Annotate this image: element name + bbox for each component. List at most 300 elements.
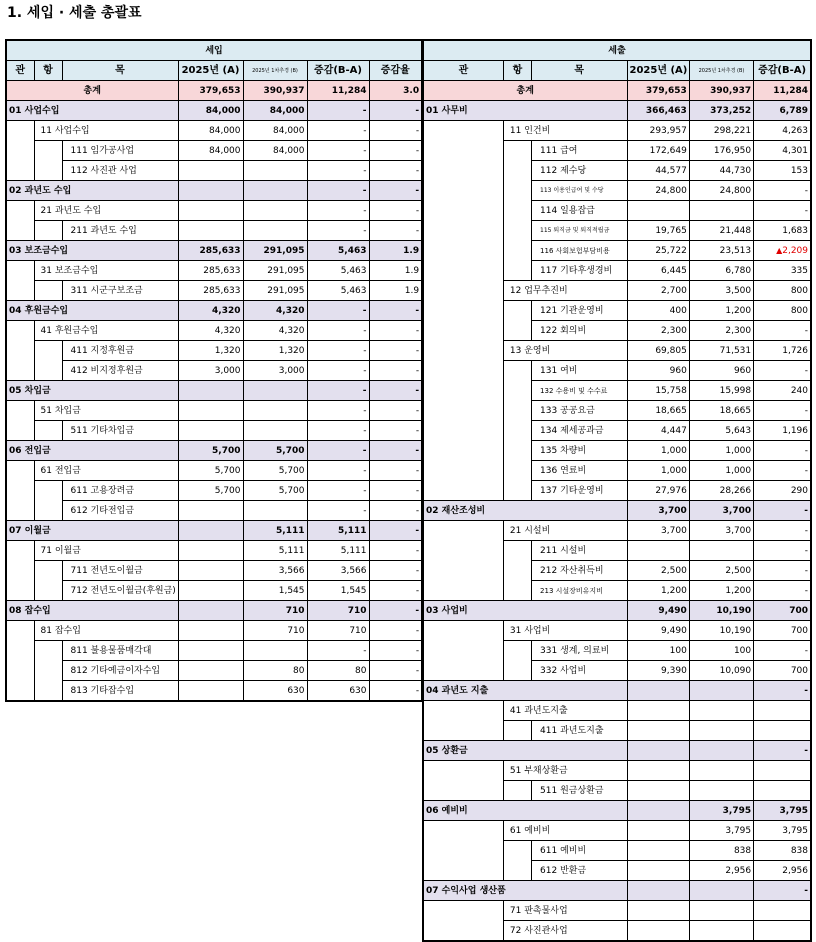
gwan-spacer: [423, 341, 503, 361]
hang-spacer: [503, 161, 531, 181]
value-b: 71,531: [689, 341, 753, 361]
gwan-spacer: [6, 361, 34, 381]
value-diff: -: [307, 141, 369, 161]
gwan-spacer: [6, 561, 34, 581]
value-rate: -: [369, 561, 422, 581]
hang-spacer: [34, 561, 62, 581]
value-a: 25,722: [627, 241, 689, 261]
table-row: [6, 161, 422, 181]
mok-label: 116 사회보험부담비용: [532, 241, 627, 261]
value-diff: 290: [754, 481, 811, 501]
hang-spacer: [34, 341, 62, 361]
value-rate: -: [369, 101, 422, 121]
value-b: 960: [689, 361, 753, 381]
value-a: [178, 661, 243, 681]
gwan-spacer: [423, 401, 503, 421]
gwan-spacer: [423, 841, 503, 861]
gwan-spacer: [423, 361, 503, 381]
value-a: 285,633: [178, 281, 243, 301]
value-b: 291,095: [243, 241, 307, 261]
mok-label: 135 차량비: [532, 441, 627, 461]
value-a: 5,700: [178, 481, 243, 501]
gwan-label: 04 과년도 지출: [423, 681, 627, 701]
value-a: [178, 381, 243, 401]
table-row: [423, 221, 811, 241]
value-a: 2,700: [627, 281, 689, 301]
gwan-spacer: [6, 481, 34, 501]
value-a: 3,700: [627, 501, 689, 521]
value-diff: -: [307, 321, 369, 341]
mok-label: 114 일용잡급: [532, 201, 627, 221]
mok-label: 612 기타전입금: [62, 501, 178, 521]
gwan-spacer: [6, 341, 34, 361]
gwan-spacer: [6, 161, 34, 181]
value-diff: 4,301: [754, 141, 811, 161]
value-rate: -: [369, 621, 422, 641]
gwan-spacer: [6, 321, 34, 341]
value-a: [178, 521, 243, 541]
gwan-spacer: [6, 581, 34, 601]
value-diff: -: [754, 441, 811, 461]
header-mok: 목: [62, 61, 178, 81]
value-b: 3,566: [243, 561, 307, 581]
table-row: [423, 701, 811, 721]
mok-label: 111 임가공사업: [62, 141, 178, 161]
value-a: [627, 901, 689, 921]
value-b: 6,780: [689, 261, 753, 281]
hang-spacer: [503, 561, 531, 581]
hang-label: 71 판촉물사업: [503, 901, 627, 921]
gwan-spacer: [423, 721, 503, 741]
gwan-spacer: [423, 321, 503, 341]
value-a: 1,000: [627, 461, 689, 481]
revenue-total-row: [6, 81, 422, 101]
gwan-label: 07 수익사업 생산품: [423, 881, 627, 901]
value-b: [243, 221, 307, 241]
value-diff: -: [754, 541, 811, 561]
value-diff: -: [754, 361, 811, 381]
value-diff: 5,463: [307, 281, 369, 301]
gwan-spacer: [6, 681, 34, 702]
table-row: [6, 661, 422, 681]
hang-spacer: [503, 301, 531, 321]
gwan-spacer: [423, 481, 503, 501]
total-label: 총계: [423, 81, 627, 101]
expenditure-section-title: 세출: [423, 40, 811, 61]
value-diff: -: [307, 501, 369, 521]
mok-label: 211 과년도 수입: [62, 221, 178, 241]
mok-label: 122 회의비: [532, 321, 627, 341]
value-rate: -: [369, 201, 422, 221]
table-row: [423, 361, 811, 381]
value-b: [689, 781, 753, 801]
value-b: [243, 201, 307, 221]
value-b: 21,448: [689, 221, 753, 241]
table-row: [6, 261, 422, 281]
value-rate: -: [369, 661, 422, 681]
value-rate: -: [369, 481, 422, 501]
mok-label: 134 제세공과금: [532, 421, 627, 441]
value-b: 1,000: [689, 461, 753, 481]
gwan-spacer: [423, 241, 503, 261]
table-row: [6, 421, 422, 441]
total-diff: 11,284: [754, 81, 811, 101]
value-b: 84,000: [243, 101, 307, 121]
value-b: 15,998: [689, 381, 753, 401]
value-diff: 4,263: [754, 121, 811, 141]
value-b: 291,095: [243, 281, 307, 301]
table-row: [423, 461, 811, 481]
value-b: [689, 701, 753, 721]
value-diff: 153: [754, 161, 811, 181]
value-b: 3,700: [689, 521, 753, 541]
hang-label: 41 과년도지출: [503, 701, 627, 721]
value-diff: -: [754, 681, 811, 701]
gwan-spacer: [6, 281, 34, 301]
value-b: [689, 201, 753, 221]
value-rate: -: [369, 161, 422, 181]
value-a: [178, 181, 243, 201]
table-row: [423, 141, 811, 161]
gwan-spacer: [6, 461, 34, 481]
value-b: 3,795: [689, 821, 753, 841]
table-row: [6, 481, 422, 501]
value-diff: -: [307, 221, 369, 241]
revenue-section-title: 세입: [6, 40, 422, 61]
value-a: [627, 821, 689, 841]
hang-spacer: [503, 361, 531, 381]
value-b: 710: [243, 621, 307, 641]
gwan-spacer: [423, 861, 503, 881]
value-diff: -: [754, 561, 811, 581]
value-diff: 6,789: [754, 101, 811, 121]
mok-label: 411 과년도지출: [532, 721, 627, 741]
value-diff: -: [307, 301, 369, 321]
value-rate: -: [369, 421, 422, 441]
hang-spacer: [503, 421, 531, 441]
gwan-spacer: [6, 421, 34, 441]
value-a: 84,000: [178, 121, 243, 141]
value-b: 1,200: [689, 301, 753, 321]
value-b: 3,500: [689, 281, 753, 301]
gwan-spacer: [423, 441, 503, 461]
table-row: [6, 181, 422, 201]
hang-spacer: [34, 661, 62, 681]
value-a: [178, 221, 243, 241]
hang-spacer: [503, 221, 531, 241]
value-rate: -: [369, 181, 422, 201]
table-row: [423, 501, 811, 521]
value-a: [627, 801, 689, 821]
mok-label: 611 예비비: [532, 841, 627, 861]
value-b: 2,956: [689, 861, 753, 881]
mok-label: 612 반환금: [532, 861, 627, 881]
mok-label: 212 자산취득비: [532, 561, 627, 581]
value-a: [627, 841, 689, 861]
value-b: 2,500: [689, 561, 753, 581]
gwan-spacer: [6, 261, 34, 281]
value-diff: -: [307, 201, 369, 221]
gwan-label: 01 사무비: [423, 101, 627, 121]
value-a: 100: [627, 641, 689, 661]
value-b: 5,700: [243, 461, 307, 481]
value-diff: -: [754, 181, 811, 201]
total-b: 390,937: [689, 81, 753, 101]
revenue-header-row: [6, 61, 422, 81]
mok-label: 411 지정후원금: [62, 341, 178, 361]
table-row: [423, 241, 811, 261]
value-diff: -: [307, 181, 369, 201]
gwan-spacer: [423, 921, 503, 942]
hang-spacer: [34, 141, 62, 161]
value-a: [178, 421, 243, 441]
gwan-spacer: [423, 521, 503, 541]
hang-spacer: [503, 641, 531, 661]
total-diff: 11,284: [307, 81, 369, 101]
value-rate: -: [369, 301, 422, 321]
table-row: [6, 201, 422, 221]
hang-spacer: [503, 461, 531, 481]
gwan-spacer: [6, 541, 34, 561]
value-diff: -: [754, 201, 811, 221]
value-diff: [754, 901, 811, 921]
header-mok: 목: [532, 61, 627, 81]
value-diff: 80: [307, 661, 369, 681]
hang-label: 21 시설비: [503, 521, 627, 541]
value-diff: [754, 721, 811, 741]
value-diff: -: [307, 421, 369, 441]
mok-label: 412 비지정후원금: [62, 361, 178, 381]
value-diff: 5,111: [307, 541, 369, 561]
hang-spacer: [34, 681, 62, 702]
table-row: [423, 421, 811, 441]
gwan-label: 02 재산조성비: [423, 501, 627, 521]
hang-label: 41 후원금수입: [34, 321, 178, 341]
hang-spacer: [34, 501, 62, 521]
value-rate: 1.9: [369, 281, 422, 301]
value-a: [627, 781, 689, 801]
value-diff: -: [754, 581, 811, 601]
value-diff: -: [307, 341, 369, 361]
value-diff: -: [754, 741, 811, 761]
table-row: [6, 581, 422, 601]
value-diff: -: [307, 401, 369, 421]
gwan-spacer: [423, 381, 503, 401]
value-diff: 800: [754, 301, 811, 321]
hang-spacer: [503, 841, 531, 861]
value-rate: -: [369, 581, 422, 601]
gwan-label: 02 과년도 수입: [6, 181, 178, 201]
gwan-spacer: [423, 901, 503, 921]
table-row: [423, 661, 811, 681]
value-b: [689, 721, 753, 741]
table-row: [423, 161, 811, 181]
mok-label: 311 시군구보조금: [62, 281, 178, 301]
hang-spacer: [34, 221, 62, 241]
value-diff: 1,196: [754, 421, 811, 441]
value-b: [689, 881, 753, 901]
total-rate: 3.0: [369, 81, 422, 101]
value-b: 1,200: [689, 581, 753, 601]
value-rate: -: [369, 501, 422, 521]
total-a: 379,653: [627, 81, 689, 101]
table-row: [423, 801, 811, 821]
value-a: [627, 741, 689, 761]
value-a: 84,000: [178, 141, 243, 161]
value-a: 3,700: [627, 521, 689, 541]
mok-label: 111 급여: [532, 141, 627, 161]
value-b: 1,320: [243, 341, 307, 361]
value-diff: 838: [754, 841, 811, 861]
gwan-spacer: [423, 621, 503, 641]
gwan-spacer: [423, 661, 503, 681]
table-row: [423, 761, 811, 781]
value-diff: -: [307, 381, 369, 401]
value-diff: 1,545: [307, 581, 369, 601]
value-b: 10,190: [689, 621, 753, 641]
value-rate: -: [369, 341, 422, 361]
table-row: [6, 321, 422, 341]
value-rate: -: [369, 121, 422, 141]
mok-label: 117 기타후생경비: [532, 261, 627, 281]
value-b: 100: [689, 641, 753, 661]
value-a: 400: [627, 301, 689, 321]
hang-spacer: [503, 441, 531, 461]
mok-label: 115 퇴직금 및 퇴직적립금: [532, 221, 627, 241]
table-row: [423, 821, 811, 841]
value-b: [689, 681, 753, 701]
table-row: [6, 221, 422, 241]
value-b: 3,700: [689, 501, 753, 521]
gwan-spacer: [423, 781, 503, 801]
hang-spacer: [503, 661, 531, 681]
value-a: 9,490: [627, 601, 689, 621]
value-a: 293,957: [627, 121, 689, 141]
value-diff: -: [307, 101, 369, 121]
gwan-spacer: [423, 221, 503, 241]
table-row: [423, 201, 811, 221]
value-b: 5,111: [243, 521, 307, 541]
header-diff: 증감(B-A): [754, 61, 811, 81]
total-label: 총계: [6, 81, 178, 101]
value-b: [689, 921, 753, 942]
value-a: 5,700: [178, 461, 243, 481]
header-hang: 항: [503, 61, 531, 81]
gwan-spacer: [423, 261, 503, 281]
value-a: [178, 401, 243, 421]
table-row: [423, 921, 811, 942]
value-b: 373,252: [689, 101, 753, 121]
value-diff: 3,795: [754, 801, 811, 821]
value-b: [689, 541, 753, 561]
value-a: [627, 761, 689, 781]
value-a: 2,500: [627, 561, 689, 581]
table-row: [6, 341, 422, 361]
hang-spacer: [503, 201, 531, 221]
value-a: [178, 581, 243, 601]
gwan-spacer: [423, 201, 503, 221]
gwan-spacer: [423, 421, 503, 441]
value-a: 960: [627, 361, 689, 381]
table-row: [423, 641, 811, 661]
value-diff: 5,111: [307, 521, 369, 541]
value-diff: 710: [307, 601, 369, 621]
hang-spacer: [34, 641, 62, 661]
table-row: [423, 741, 811, 761]
value-a: 69,805: [627, 341, 689, 361]
value-diff: 800: [754, 281, 811, 301]
hang-spacer: [503, 481, 531, 501]
value-diff: ▲ 2,209: [754, 241, 811, 261]
value-diff: 5,463: [307, 241, 369, 261]
table-row: [423, 381, 811, 401]
hang-label: 71 이월금: [34, 541, 178, 561]
value-a: 3,000: [178, 361, 243, 381]
hang-spacer: [503, 581, 531, 601]
value-diff: -: [754, 321, 811, 341]
value-a: 1,000: [627, 441, 689, 461]
mok-label: 121 기관운영비: [532, 301, 627, 321]
mok-label: 813 기타잡수입: [62, 681, 178, 702]
value-diff: 3,795: [754, 821, 811, 841]
value-b: [689, 761, 753, 781]
value-b: 24,800: [689, 181, 753, 201]
value-a: 9,490: [627, 621, 689, 641]
header-rate: 증감율: [369, 61, 422, 81]
header-hang: 항: [34, 61, 62, 81]
value-a: [178, 561, 243, 581]
header-2025-supplementary-b: 2025년 1차추경 (B): [243, 61, 307, 81]
table-row: [423, 121, 811, 141]
table-row: [6, 521, 422, 541]
table-row: [423, 101, 811, 121]
total-a: 379,653: [178, 81, 243, 101]
value-b: 10,090: [689, 661, 753, 681]
table-row: [423, 621, 811, 641]
value-diff: -: [307, 461, 369, 481]
table-row: [423, 481, 811, 501]
value-a: [627, 541, 689, 561]
value-diff: [754, 761, 811, 781]
value-a: 5,700: [178, 441, 243, 461]
gwan-label: 06 예비비: [423, 801, 627, 821]
value-b: 3,795: [689, 801, 753, 821]
hang-spacer: [503, 321, 531, 341]
value-diff: -: [307, 161, 369, 181]
header-gwan: 관: [6, 61, 34, 81]
value-diff: -: [754, 501, 811, 521]
value-diff: 630: [307, 681, 369, 702]
table-row: [6, 121, 422, 141]
gwan-spacer: [423, 561, 503, 581]
total-b: 390,937: [243, 81, 307, 101]
page-title: 1. 세입 · 세출 총괄표: [7, 5, 142, 21]
value-rate: 1.9: [369, 261, 422, 281]
gwan-spacer: [6, 621, 34, 641]
table-row: [423, 441, 811, 461]
value-diff: 240: [754, 381, 811, 401]
value-a: [178, 681, 243, 702]
gwan-spacer: [6, 121, 34, 141]
gwan-spacer: [423, 461, 503, 481]
gwan-spacer: [423, 541, 503, 561]
value-a: [627, 201, 689, 221]
gwan-spacer: [423, 141, 503, 161]
value-b: 5,111: [243, 541, 307, 561]
table-row: [423, 581, 811, 601]
table-row: [6, 241, 422, 261]
value-diff: 2,956: [754, 861, 811, 881]
